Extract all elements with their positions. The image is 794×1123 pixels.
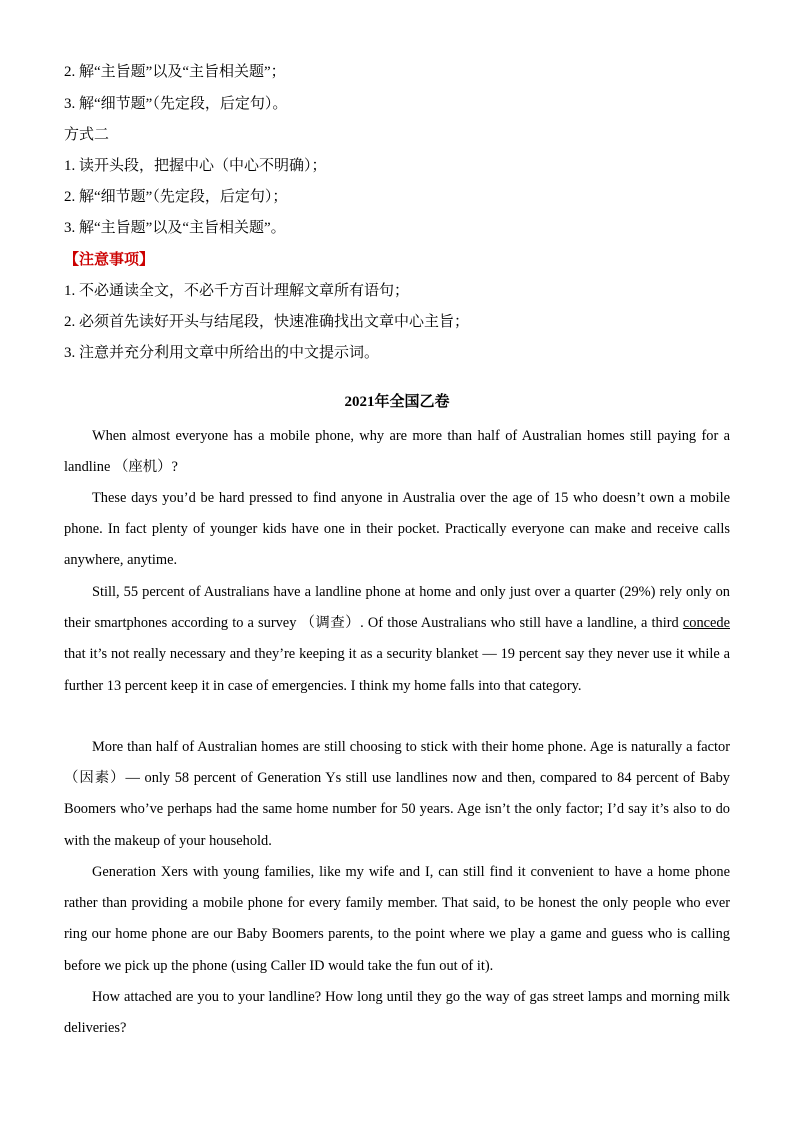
underlined-word-concede: concede [682, 615, 730, 632]
method-two-heading: 方式二 [64, 127, 110, 143]
method-one-step-2: 2. 解“主旨题”以及“主旨相关题”； [64, 64, 286, 80]
passage-title: 2021年全国乙卷 [344, 394, 450, 410]
method-two-step-1: 1. 读开头段，把握中心（中心不明确）； [64, 158, 327, 174]
note-item-2: 2. 必须首先读好开头与结尾段，快速准确找出文章中心主旨； [64, 314, 470, 330]
method-one-step-3: 3. 解“细节题”（先定段，后定句）。 [64, 96, 288, 112]
paragraph-3-text-a: Still, 55 percent of Australians have a landline phone at home and only just over a quarter (29%) rely only on their smartphones according to a survey （调查）. Of those Australians who still have a landline, a third [64, 584, 730, 632]
passage-paragraph-5: Generation Xers with young families, like my wife and I, can still find it convenient to have a home phone rather than providing a mobile phone for every family member. That said, to be honest the only people who ever ring our home phone are our Baby Boomers parents, to the point where we play a game and guess who is calling before we pick up the phone (using Caller ID would take the fun out of it). [64, 864, 730, 974]
method-two-step-3: 3. 解“主旨题”以及“主旨相关题”。 [64, 220, 286, 236]
passage-paragraph-3 [64, 577, 730, 702]
passage-paragraph-2: These days you’d be hard pressed to find anyone in Australia over the age of 15 who doesn’t own a mobile phone. In fact plenty of younger kids have one in their pocket. Practically everyone can make and receive calls anywhere, anytime. [64, 490, 730, 569]
passage-paragraph-1: When almost everyone has a mobile phone, why are more than half of Australian homes still paying for a landline （座机）? [64, 428, 730, 476]
note-item-3: 3. 注意并充分利用文章中所给出的中文提示词。 [64, 345, 380, 361]
passage-paragraph-4: More than half of Australian homes are still choosing to stick with their home phone. Age is naturally a factor（因素）— only 58 percent of Generation Ys still use landlines now and then, compared to 84 percent of Baby Boomers who’ve perhaps had the same home number for 50 years. Age isn’t the only factor; I’d say it’s also to do with the makeup of your household. [64, 739, 730, 849]
passage-paragraph-6: How attached are you to your landline? How long until they go the way of gas street lamps and morning milk deliveries? [64, 989, 730, 1037]
notes-heading: 【注意事项】 [64, 252, 155, 268]
method-two-step-2: 2. 解“细节题”（先定段，后定句）； [64, 189, 288, 205]
paragraph-3-text-b: that it’s not really necessary and they’re keeping it as a security blanket — 19 percent say they never use it while a further 13 percent keep it in case of emergencies. I think my home falls into that category. [64, 646, 730, 694]
note-item-1: 1. 不必通读全文，不必千方百计理解文章所有语句； [64, 283, 410, 299]
